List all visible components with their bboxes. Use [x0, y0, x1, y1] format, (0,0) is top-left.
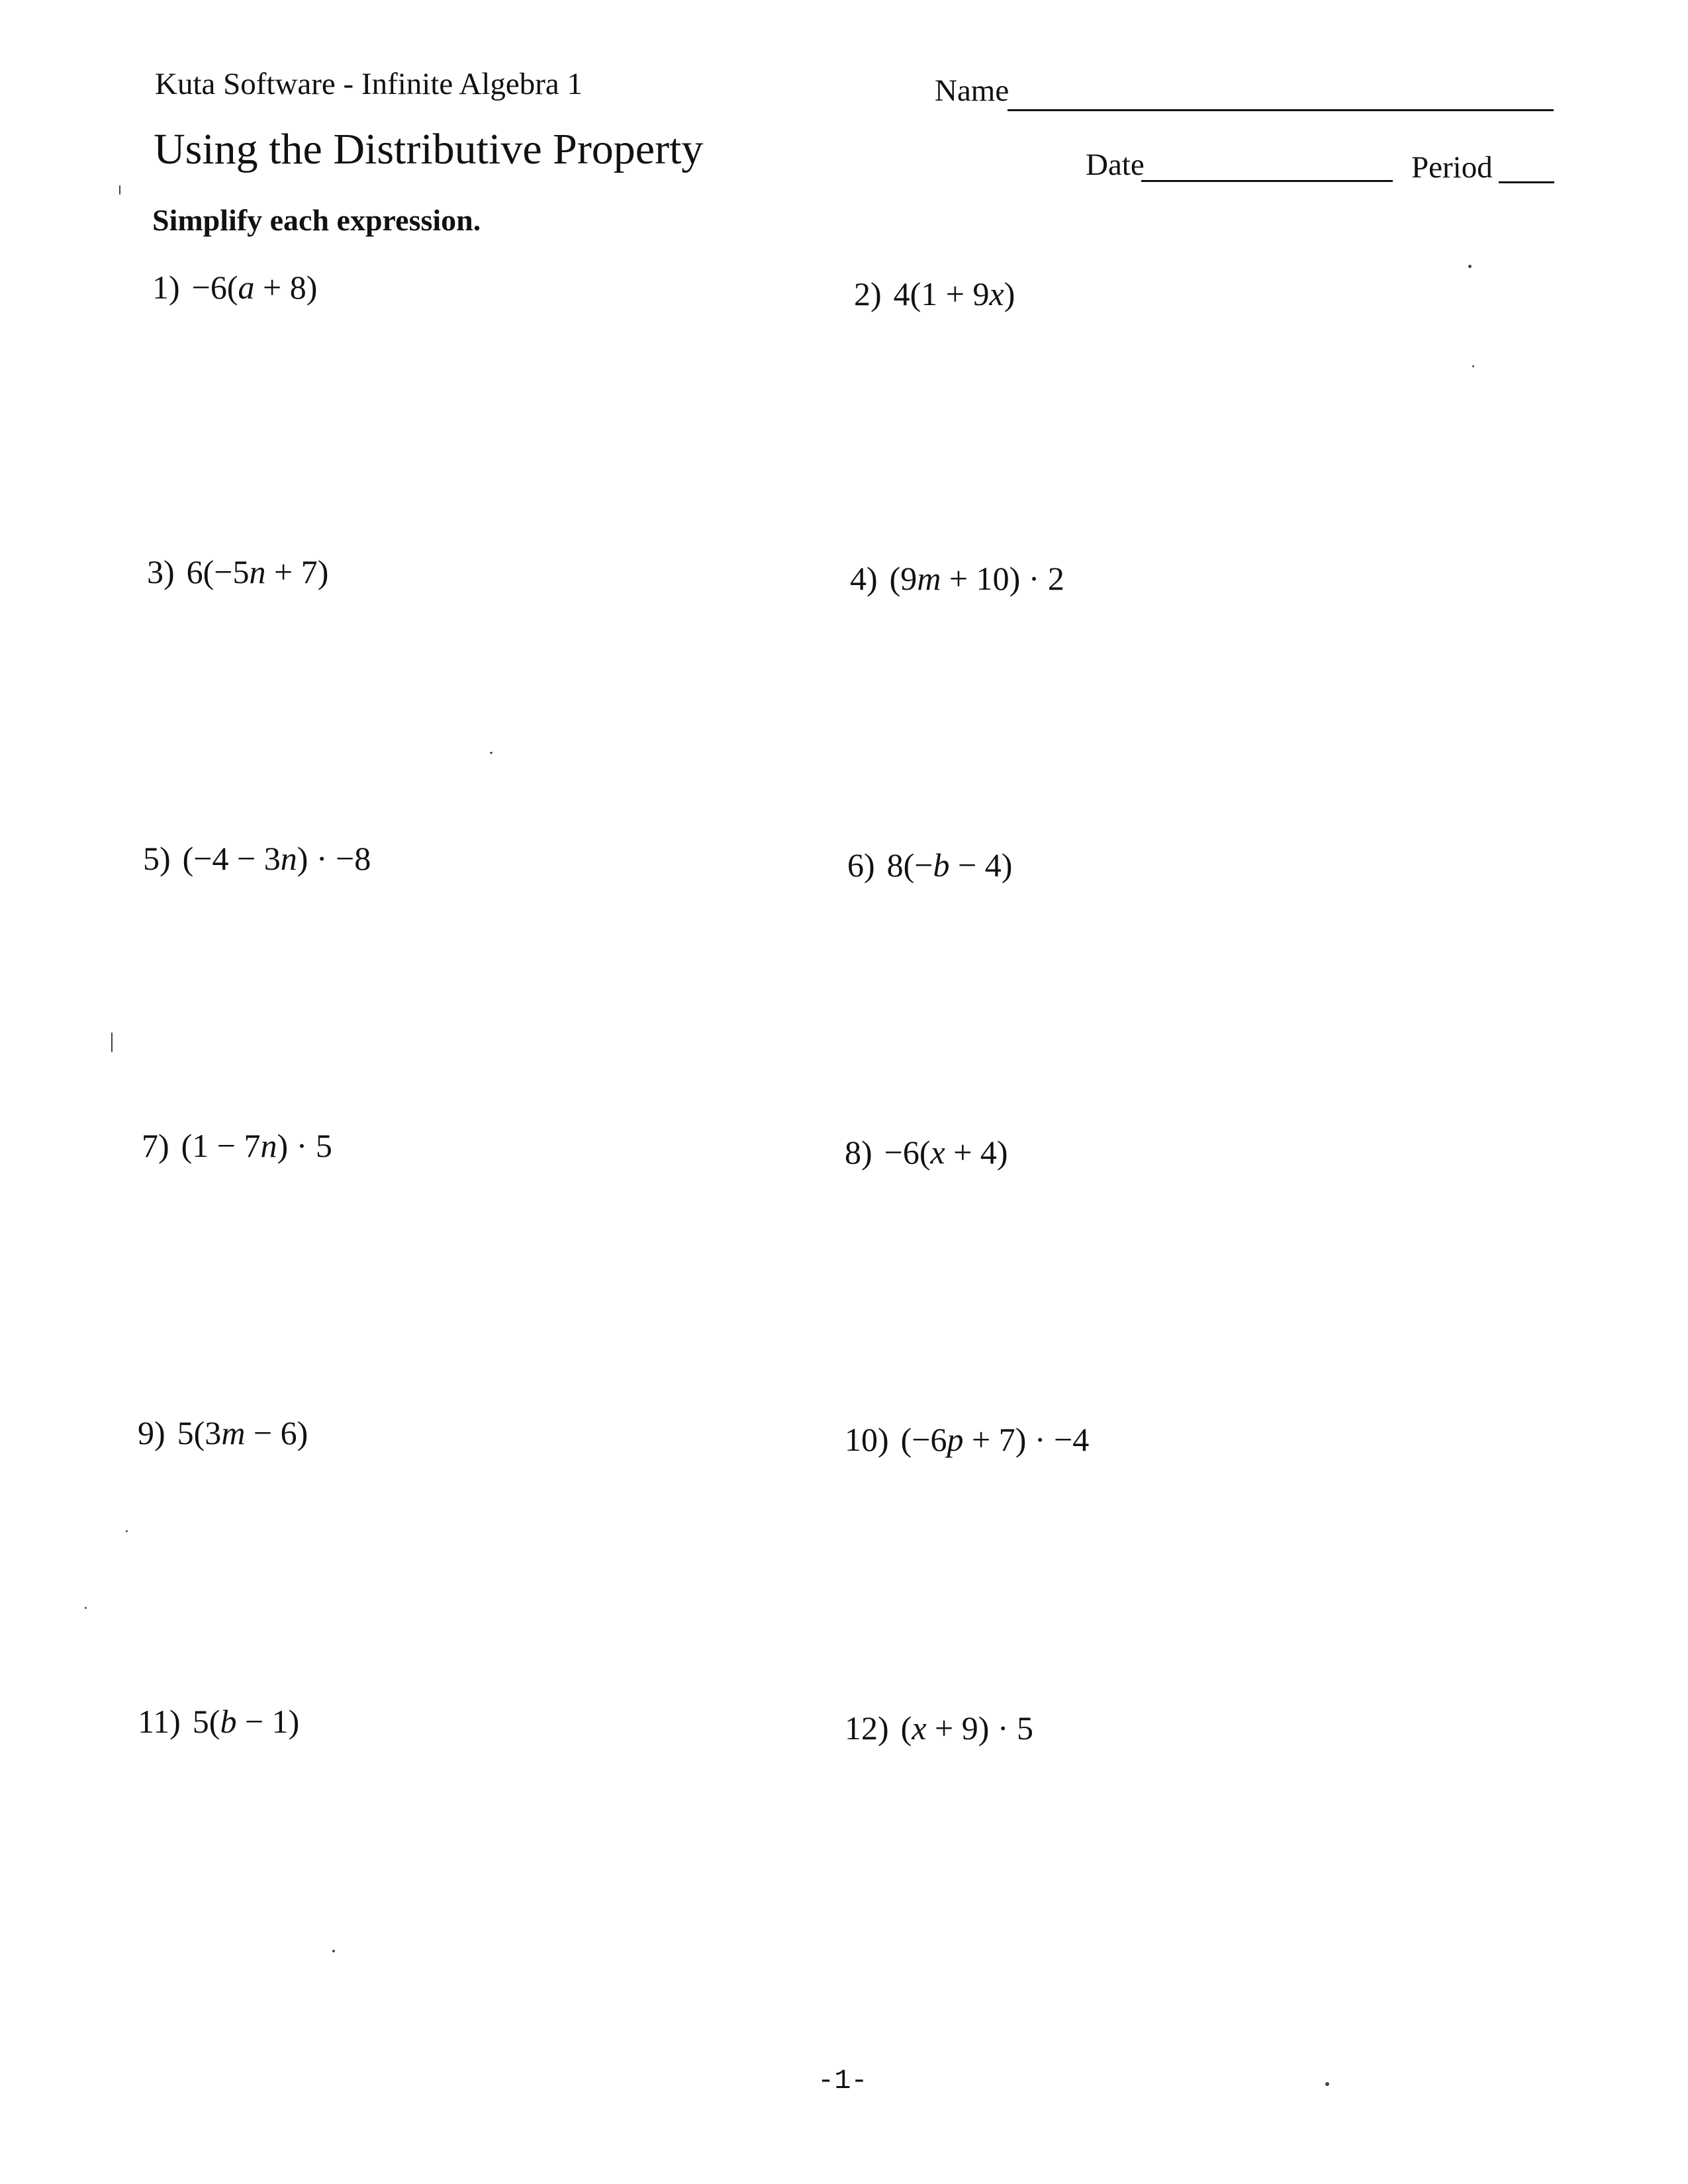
scan-speck: [1472, 365, 1474, 367]
problem-number: 6): [847, 846, 875, 884]
problem-number: 3): [147, 553, 175, 590]
problem-12: [845, 1709, 1033, 1747]
problem-number: 5): [143, 840, 171, 877]
problem-expression: 5(b − 1): [192, 1703, 300, 1740]
scan-speck: [1468, 265, 1472, 268]
problem-expression: (x + 9) · 5: [900, 1709, 1034, 1747]
problem-number: 1): [152, 269, 180, 306]
problem-11: [138, 1702, 299, 1741]
publisher-line: Kuta Software - Infinite Algebra 1: [155, 67, 583, 101]
problem-6: [847, 846, 1012, 884]
problem-expression: 4(1 + 9x): [893, 275, 1015, 312]
instructions: Simplify each expression.: [152, 203, 481, 237]
period-label: Period: [1411, 150, 1493, 185]
problem-number: 8): [845, 1134, 872, 1171]
name-label: Name: [935, 73, 1009, 108]
problem-7: [142, 1126, 332, 1165]
problem-10: [845, 1420, 1089, 1459]
scan-speck: [490, 752, 492, 754]
scan-speck: [1325, 2082, 1329, 2086]
problem-number: 12): [845, 1709, 889, 1747]
problem-4: [850, 559, 1064, 598]
problem-number: 4): [850, 560, 878, 597]
scan-speck: [119, 185, 120, 195]
page-number: -1-: [818, 2065, 868, 2097]
problem-expression: (9m + 10) · 2: [889, 560, 1064, 597]
problem-2: [854, 275, 1015, 313]
problem-number: 2): [854, 275, 882, 312]
problem-number: 7): [142, 1127, 169, 1164]
scan-speck: [85, 1607, 87, 1609]
problem-3: [147, 553, 328, 591]
date-field[interactable]: [1141, 180, 1393, 182]
scan-speck: [126, 1530, 128, 1532]
problem-expression: (−6p + 7) · −4: [900, 1421, 1090, 1458]
scan-speck: [332, 1950, 335, 1952]
problem-5: [143, 839, 371, 878]
problem-expression: (−4 − 3n) · −8: [182, 840, 371, 877]
problem-number: 9): [138, 1414, 165, 1451]
worksheet-title: Using the Distributive Property: [154, 125, 704, 173]
problem-expression: (1 − 7n) · 5: [181, 1127, 332, 1164]
problem-expression: 5(3m − 6): [177, 1414, 308, 1451]
problem-expression: 6(−5n + 7): [186, 553, 329, 590]
problem-expression: −6(a + 8): [191, 269, 318, 306]
period-field[interactable]: [1499, 181, 1554, 183]
problem-1: [152, 268, 317, 306]
problem-number: 10): [845, 1421, 889, 1458]
problem-9: [138, 1414, 308, 1452]
problem-expression: 8(−b − 4): [886, 846, 1013, 884]
problem-8: [845, 1133, 1008, 1171]
date-label: Date: [1086, 148, 1145, 182]
problem-number: 11): [138, 1703, 181, 1740]
name-field[interactable]: [1008, 109, 1554, 111]
problem-expression: −6(x + 4): [884, 1134, 1008, 1171]
scan-speck: [111, 1032, 113, 1052]
